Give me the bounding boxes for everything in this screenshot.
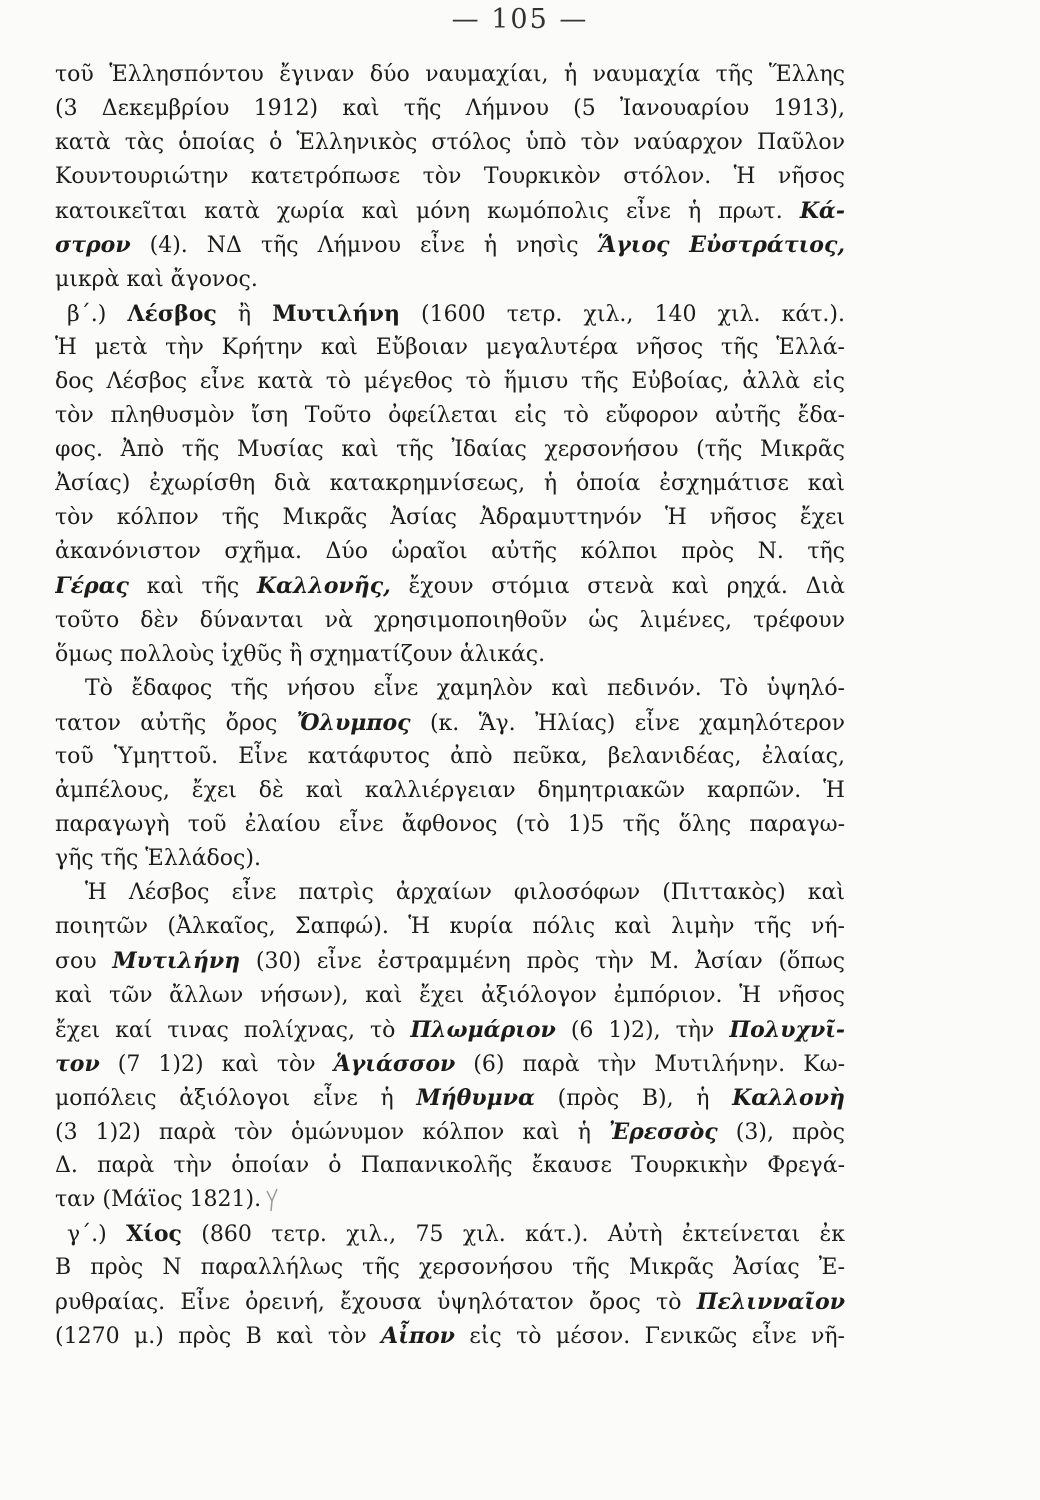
text-line [55, 1115, 845, 1149]
text-run: ἀκανόνιστον σχῆμα. Δύο ὡραῖοι αὐτῆς κόλποι πρὸς Ν. τῆς [55, 539, 845, 565]
text-line [55, 740, 845, 774]
text-line [55, 1149, 845, 1183]
emphasized-term: Ἐρεσσὸς [608, 1118, 718, 1145]
emphasized-term: Μυτιλήνη [272, 300, 400, 327]
text-line [55, 876, 845, 910]
emphasized-term: Αἶπον [381, 1323, 455, 1350]
text-run: τοῦ Ἑλλησπόντου ἔγιναν δύο ναυμαχίαι, ἡ ναυμαχία τῆς Ἕλλης [55, 62, 845, 87]
text-run: παραγωγὴ τοῦ ἐλαίου εἶνε ἄφθονος (τὸ 1)5 τῆς ὅλης παραγω- [55, 812, 845, 838]
text-line [55, 842, 845, 876]
emphasized-term: Καλλονῆς, [256, 573, 391, 600]
text-run: γ´.) [67, 1222, 127, 1248]
text-run: (3), πρὸς [717, 1119, 845, 1145]
text-run: μοπόλεις ἀξιόλογοι εἶνε ἡ [55, 1085, 417, 1111]
text-run: Ἡ μετὰ τὴν Κρήτην καὶ Εὔβοιαν μεγαλυτέρα νῆσος τῆς Ἑλλά- [55, 334, 845, 360]
text-run: (6 1)2), τὴν [555, 1017, 730, 1043]
text-line [55, 92, 845, 126]
text-run: μικρὰ καὶ ἄγονος. [55, 266, 258, 292]
text-run: καὶ τῆς [128, 574, 257, 600]
text-run: τοῦ Ὑμηττοῦ. Εἶνε κατάφυτος ἀπὸ πεῦκα, βελανιδέας, ἐλαίας, [55, 743, 845, 769]
emphasized-term: Γέρας [55, 573, 129, 600]
text-run: φος. Ἀπὸ τῆς Μυσίας καὶ τῆς Ἰδαίας χερσονήσου (τῆς Μικρᾶς [55, 437, 845, 463]
text-line [55, 1319, 845, 1353]
emphasized-term: Χίος [126, 1221, 182, 1248]
emphasized-term: Μήθυμνα [416, 1084, 535, 1111]
pencil-mark-icon [265, 1187, 279, 1213]
text-run: τατον αὐτῆς ὄρος [55, 710, 297, 736]
emphasized-term: Πελινναῖον [696, 1289, 845, 1316]
text-line [55, 58, 845, 92]
text-line [55, 1285, 845, 1319]
text-line [55, 569, 845, 603]
text-run: ρυθραίας. Εἶνε ὀρεινή, ἔχουσα ὑψηλότατον ὄρος τὸ [55, 1290, 697, 1316]
emphasized-term: Λέσβος [127, 300, 217, 327]
text-run: (1600 τετρ. χιλ., 140 χιλ. κάτ.). [399, 301, 845, 327]
text-run: (κ. Ἅγ. Ἠλίας) εἶνε χαμηλότερον [410, 710, 845, 736]
text-line [55, 433, 845, 467]
text-run: Δ. παρὰ τὴν ὁποίαν ὁ Παπανικολῆς ἔκαυσε Τουρκικὴν Φρεγά- [55, 1153, 845, 1178]
emphasized-term: Πολυχνῖ- [729, 1016, 845, 1043]
text-run: Κουντουριώτην κατετρόπωσε τὸν Τουρκικὸν στόλον. Ἡ νῆσος [55, 164, 845, 190]
text-line [55, 331, 845, 365]
text-run: Β πρὸς Ν παραλλήλως τῆς χερσονήσου τῆς Μικρᾶς Ἀσίας Ἐ- [55, 1255, 845, 1281]
emphasized-term: Ἁγιάσσον [333, 1050, 456, 1077]
text-run: ἀμπέλους, ἔχει δὲ καὶ καλλιέργειαν δημητριακῶν καρπῶν. Ἡ [55, 777, 845, 803]
text-line [55, 979, 845, 1013]
text-run: (6) παρὰ τὴν Μυτιλήνην. Κω- [455, 1051, 845, 1077]
text-run: Ἡ Λέσβος εἶνε πατρὶς ἀρχαίων φιλοσόφων (Πιττακὸς) καὶ [85, 880, 845, 906]
text-line [55, 706, 845, 740]
text-line [55, 263, 845, 297]
text-run: κατὰ τὰς ὁποίας ὁ Ἑλληνικὸς στόλος ὑπὸ τὸν ναύαρχον Παῦλον [55, 130, 845, 156]
text-run: τοῦτο δὲν δύνανται νὰ χρησιμοποιηθοῦν ὡς λιμένες, τρέφουν [55, 607, 845, 633]
emphasized-term: Ὄλυμπος [296, 709, 411, 736]
text-line [55, 1251, 845, 1285]
text-run: ἔχουν στόμια στενὰ καὶ ρηχά. Διὰ [390, 574, 845, 600]
text-line [55, 672, 845, 706]
text-run: (πρὸς Β), ἡ [534, 1085, 733, 1111]
text-run: β´.) [67, 301, 128, 327]
text-run: ποιητῶν (Ἀλκαῖος, Σαπφώ). Ἡ κυρία πόλις καὶ λιμὴν τῆς νή- [55, 914, 845, 940]
text-line [55, 1081, 845, 1115]
emphasized-term: τον [55, 1050, 100, 1077]
text-line [55, 1217, 845, 1251]
text-run: εἰς τὸ μέσον. Γενικῶς εἶνε νῆ- [454, 1324, 845, 1350]
text-line [55, 604, 845, 638]
text-line [55, 399, 845, 433]
text-line [55, 638, 845, 672]
text-run: Τὸ ἔδαφος τῆς νήσου εἶνε χαμηλὸν καὶ πεδινόν. Τὸ ὑψηλό- [85, 675, 845, 701]
text-line [55, 1047, 845, 1081]
text-run: ταν (Μάϊος 1821). [55, 1187, 262, 1213]
text-run: ἢ [216, 301, 273, 327]
text-line [55, 501, 845, 535]
emphasized-term: Καλλονὴ [732, 1084, 845, 1111]
emphasized-term: στρον [55, 232, 131, 259]
page-number: — 105 — [451, 4, 589, 35]
text-line [55, 910, 845, 944]
text-line [55, 944, 845, 978]
text-line [55, 160, 845, 194]
text-run: ὅμως πολλοὺς ἰχθῦς ἢ σχηματίζουν ἁλικάς. [55, 641, 546, 667]
text-run: (30) εἶνε ἐστραμμένη πρὸς τὴν Μ. Ἀσίαν (ὅπως [240, 949, 845, 975]
text-run: ἔχει καί τινας πολίχνας, τὸ [55, 1017, 411, 1043]
text-body [55, 58, 845, 1354]
text-line [55, 297, 845, 331]
emphasized-term: Πλωμάριον [410, 1016, 556, 1043]
text-run: δος Λέσβος εἶνε κατὰ τὸ μέγεθος τὸ ἥμισυ τῆς Εὐβοίας, ἀλλὰ εἰς [55, 368, 845, 394]
text-line [55, 774, 845, 808]
text-line [55, 535, 845, 569]
text-run: καὶ τῶν ἄλλων νήσων), καὶ ἔχει ἀξιόλογον ἐμπόριον. Ἡ νῆσος [55, 982, 845, 1008]
text-run: σου [55, 949, 113, 975]
text-line [55, 808, 845, 842]
text-line [55, 228, 845, 262]
emphasized-term: Μυτιλήνη [112, 948, 241, 975]
text-run: (7 1)2) καὶ τὸν [99, 1051, 334, 1077]
text-run: (3 Δεκεμβρίου 1912) καὶ τῆς Λήμνου (5 Ἰανουαρίου 1913), [55, 96, 845, 122]
text-run: (4). ΝΔ τῆς Λήμνου εἶνε ἡ νησὶς [130, 233, 598, 259]
emphasized-term: Ἅγιος Εὐστράτιος, [597, 232, 845, 259]
text-run: κατοικεῖται κατὰ χωρία καὶ μόνη κωμόπολις εἶνε ἡ πρωτ. [55, 199, 800, 225]
text-run: Ἀσίας) ἐχωρίσθη διὰ κατακρημνίσεως, ἡ ὁποία ἐσχημάτισε καὶ [55, 471, 845, 497]
text-run: τὸν πληθυσμὸν ἴση Τοῦτο ὀφείλεται εἰς τὸ εὔφορον αὐτῆς ἔδα- [55, 402, 845, 428]
text-line [55, 365, 845, 399]
text-line [55, 194, 845, 228]
text-line [55, 126, 845, 160]
text-line [55, 1013, 845, 1047]
text-run: γῆς τῆς Ἑλλάδος). [55, 846, 261, 872]
text-line [55, 467, 845, 501]
text-run: τὸν κόλπον τῆς Μικρᾶς Ἀσίας Ἀδραμυττηνόν Ἡ νῆσος ἔχει [55, 505, 845, 531]
text-run: (860 τετρ. χιλ., 75 χιλ. κάτ.). Αὐτὴ ἐκτείνεται ἐκ [181, 1222, 845, 1248]
emphasized-term: Κά- [799, 198, 845, 225]
text-run: (1270 μ.) πρὸς Β καὶ τὸν [55, 1324, 382, 1350]
text-line [55, 1183, 845, 1217]
text-run: (3 1)2) παρὰ τὸν ὁμώνυμον κόλπον καὶ ἡ [55, 1119, 609, 1145]
